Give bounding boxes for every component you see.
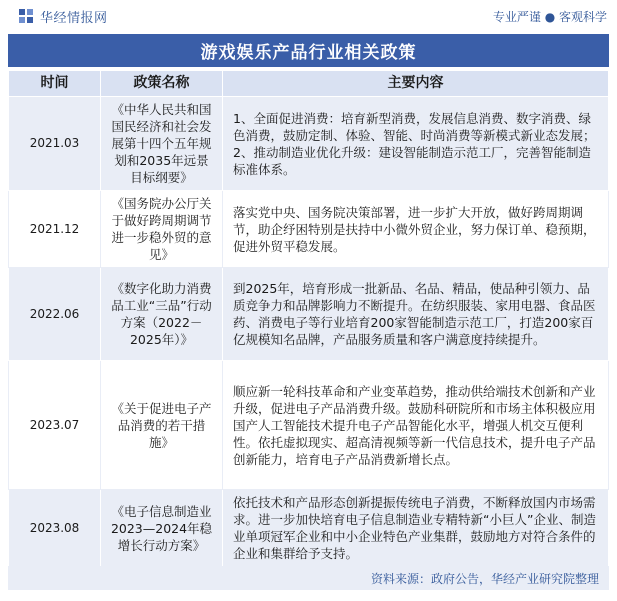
table-header-row: [9, 71, 609, 97]
source-text: 资料来源：政府公告，华经产业研究院整理: [370, 571, 599, 586]
row-content: 1、全面促进消费：培育新型消费，发展信息消费、数字消费、绿色消费，鼓励定制、体验、智能、时尚消费等新模式新业态发展；2、推动制造业优化升级：建设智能制造示范工厂，完善智能制造标准体系。: [223, 97, 609, 191]
table-row: [9, 268, 609, 361]
table-row: [9, 361, 609, 490]
column-header-content: 主要内容: [223, 71, 609, 97]
brand-name: 华经情报网: [40, 10, 108, 26]
page-title: 游戏娱乐产品行业相关政策: [8, 34, 609, 67]
table-row: [9, 97, 609, 191]
row-policy-name: 《国务院办公厅关于做好跨周期调节进一步稳外贸的意见》: [101, 191, 223, 268]
row-policy-name: 《关于促进电子产品消费的若干措施》: [101, 361, 223, 490]
row-content: 依托技术和产品形态创新提振传统电子消费，不断释放国内市场需求。进一步加快培育电子信息制造业专精特新“小巨人”企业、制造业单项冠军企业和中小企业特色产业集群，鼓励地方对符合条件的企业和集群给予支持。: [223, 490, 609, 567]
table-row: [9, 191, 609, 268]
table-row: [9, 490, 609, 567]
column-header-policy-name: 政策名称: [101, 71, 223, 97]
source-note: [8, 566, 609, 590]
policy-table: [8, 70, 609, 567]
top-bar: [0, 0, 617, 32]
row-time: 2022.06: [9, 268, 101, 361]
row-time: 2023.08: [9, 490, 101, 567]
square-grid-logo-icon: [18, 8, 34, 24]
row-policy-name: 《数字化助力消费品工业“三品”行动方案（2022－2025年）》: [101, 268, 223, 361]
row-content: 顺应新一轮科技革命和产业变革趋势，推动供给端技术创新和产业升级，促进电子产品消费升级。鼓励科研院所和市场主体积极应用国产人工智能技术提升电子产品智能化水平，增强人机交互便利性。依托虚拟现实、超高清视频等新一代信息技术，提升电子产品创新能力，培育电子产品消费新增长点。: [223, 361, 609, 490]
slogan: 专业严谨 ● 客观科学: [492, 9, 607, 24]
column-header-time: 时间: [9, 71, 101, 97]
row-policy-name: 《中华人民共和国国民经济和社会发展第十四个五年规划和2035年远景目标纲要》: [101, 97, 223, 191]
row-content: 到2025年，培育形成一批新品、名品、精品，使品种引领力、品质竞争力和品牌影响力不断提升。在纺织服装、家用电器、食品医药、消费电子等行业培育200家智能制造示范工厂，打造200家百亿规模知名品牌，产品服务质量和客户满意度持续提升。: [223, 268, 609, 361]
row-time: 2021.12: [9, 191, 101, 268]
row-policy-name: 《电子信息制造业2023—2024年稳增长行动方案》: [101, 490, 223, 567]
row-time: 2021.03: [9, 97, 101, 191]
brand: [18, 7, 108, 26]
row-time: 2023.07: [9, 361, 101, 490]
row-content: 落实党中央、国务院决策部署，进一步扩大开放，做好跨周期调节，助企纾困特别是扶持中小微外贸企业，努力保订单、稳预期，促进外贸平稳发展。: [223, 191, 609, 268]
